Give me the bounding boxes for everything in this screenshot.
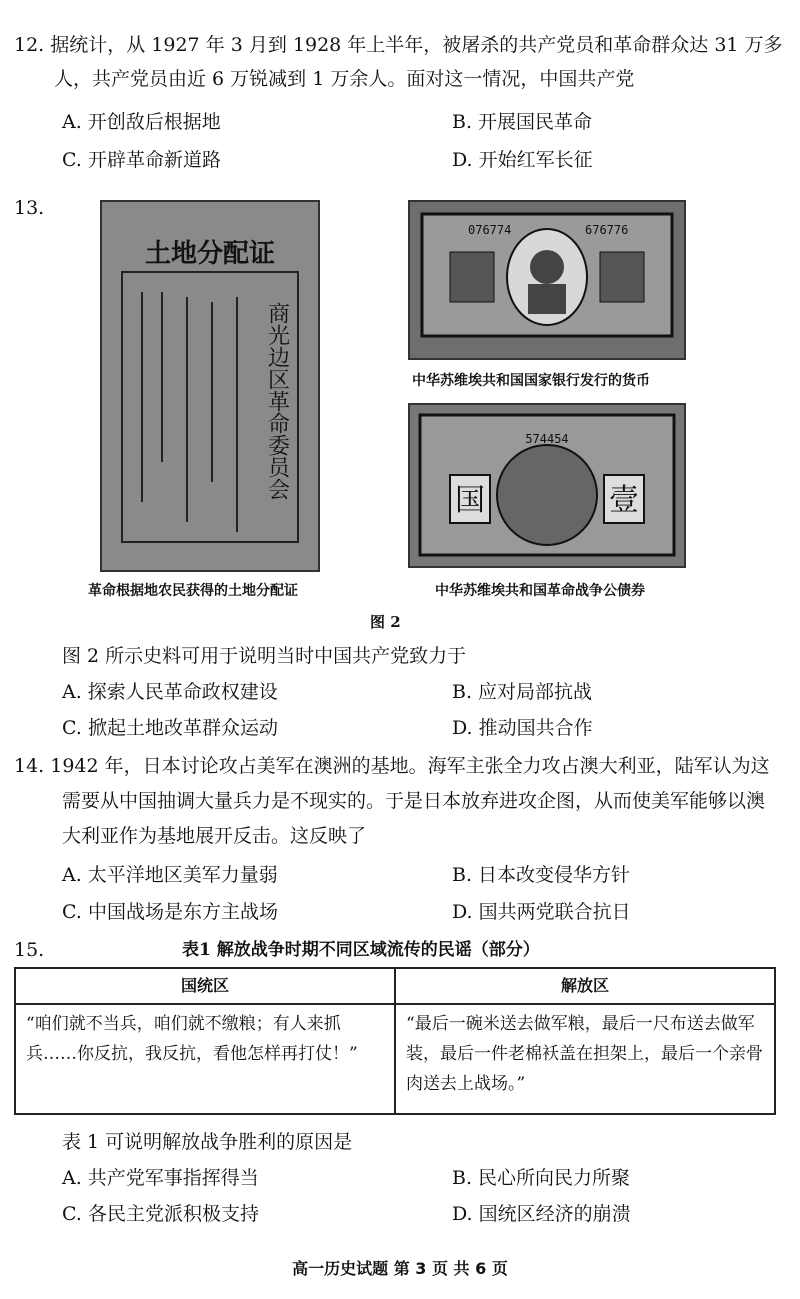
- note-serial-left: 076774: [468, 223, 512, 237]
- land-certificate-drawing: [102, 202, 318, 570]
- bond-serial: 574454: [525, 432, 569, 446]
- ballad-table: [14, 967, 776, 1115]
- q15-stem: 表 1 可说明解放战争胜利的原因是: [62, 1131, 353, 1153]
- q13-option-b: B. 应对局部抗战: [452, 681, 593, 703]
- q15-number: 15.: [14, 939, 45, 961]
- land-certificate-caption: 革命根据地农民获得的土地分配证: [88, 583, 298, 599]
- q12-option-a: A. 开创敌后根据地: [62, 111, 221, 133]
- soviet-bank-note-image: [408, 200, 686, 360]
- certificate-column-text: 商光边区革命委员会: [264, 302, 290, 500]
- bond-right-char: 壹: [609, 483, 639, 518]
- q14-option-b: B. 日本改变侵华方针: [452, 864, 631, 886]
- q12-option-d: D. 开始红军长征: [452, 149, 593, 171]
- war-bond-image: [408, 403, 686, 568]
- land-certificate-image: [100, 200, 320, 572]
- handwriting-strokes: [142, 292, 237, 532]
- q15-option-a: A. 共产党军事指挥得当: [62, 1167, 259, 1189]
- q15-option-c: C. 各民主党派积极支持: [62, 1203, 259, 1225]
- table-title: 表1 解放战争时期不同区域流传的民谣（部分）: [182, 940, 540, 960]
- war-bond-caption: 中华苏维埃共和国革命战争公债券: [435, 583, 645, 599]
- q12-stem-line1: 12. 据统计，从 1927 年 3 月到 1928 年上半年，被屠杀的共产党员和革命群众达 31 万多: [14, 34, 783, 56]
- q13-option-d: D. 推动国共合作: [452, 717, 593, 739]
- q12-option-c: C. 开辟革命新道路: [62, 149, 221, 171]
- q15-option-d: D. 国统区经济的崩溃: [452, 1203, 631, 1225]
- note-serial-right: 676776: [585, 223, 629, 237]
- q13-option-a: A. 探索人民革命政权建设: [62, 681, 278, 703]
- bank-note-caption: 中华苏维埃共和国国家银行发行的货币: [412, 373, 650, 389]
- q15-option-b: B. 民心所向民力所聚: [452, 1167, 631, 1189]
- q12-option-b: B. 开展国民革命: [452, 111, 593, 133]
- bond-left-char: 国: [455, 483, 485, 518]
- q14-stem-line1: 14. 1942 年，日本讨论攻占美军在澳洲的基地。海军主张全力攻占澳大利亚，陆军认为这: [14, 755, 770, 777]
- war-bond-drawing: [410, 405, 684, 566]
- cell-liberated-ballad: “最后一碗米送去做军粮，最后一尺布送去做军装，最后一件老棉袄盖在担架上，最后一个亲骨肉送去上战场。”: [395, 1004, 775, 1114]
- table-header-row: [15, 968, 775, 1004]
- q13-number: 13.: [14, 197, 45, 219]
- table-row: [15, 1004, 775, 1114]
- header-liberated-area: 解放区: [395, 968, 775, 1004]
- q13-option-c: C. 掀起土地改革群众运动: [62, 717, 278, 739]
- q14-stem-line3: 大利亚作为基地展开反击。这反映了: [62, 825, 367, 847]
- q14-option-c: C. 中国战场是东方主战场: [62, 901, 278, 923]
- q14-stem-line2: 需要从中国抽调大量兵力是不现实的。于是日本放弃进攻企图，从而使美军能够以澳: [62, 790, 766, 812]
- q14-option-d: D. 国共两党联合抗日: [452, 901, 631, 923]
- bond-seal-icon: [497, 445, 597, 545]
- page-footer: 高一历史试题 第 3 页 共 6 页: [292, 1259, 508, 1278]
- q14-option-a: A. 太平洋地区美军力量弱: [62, 864, 278, 886]
- header-kmt-area: 国统区: [15, 968, 395, 1004]
- q12-stem-line2: 人，共产党员由近 6 万锐减到 1 万余人。面对这一情况，中国共产党: [54, 68, 635, 90]
- figure-label: 图 2: [370, 613, 401, 631]
- bank-note-drawing: [410, 202, 684, 358]
- q13-stem: 图 2 所示史料可用于说明当时中国共产党致力于: [62, 645, 467, 667]
- certificate-heading: 土地分配证: [144, 239, 276, 269]
- cell-kmt-ballad: “咱们就不当兵，咱们就不缴粮；有人来抓兵……你反抗，我反抗，看他怎样再打仗！”: [15, 1004, 395, 1114]
